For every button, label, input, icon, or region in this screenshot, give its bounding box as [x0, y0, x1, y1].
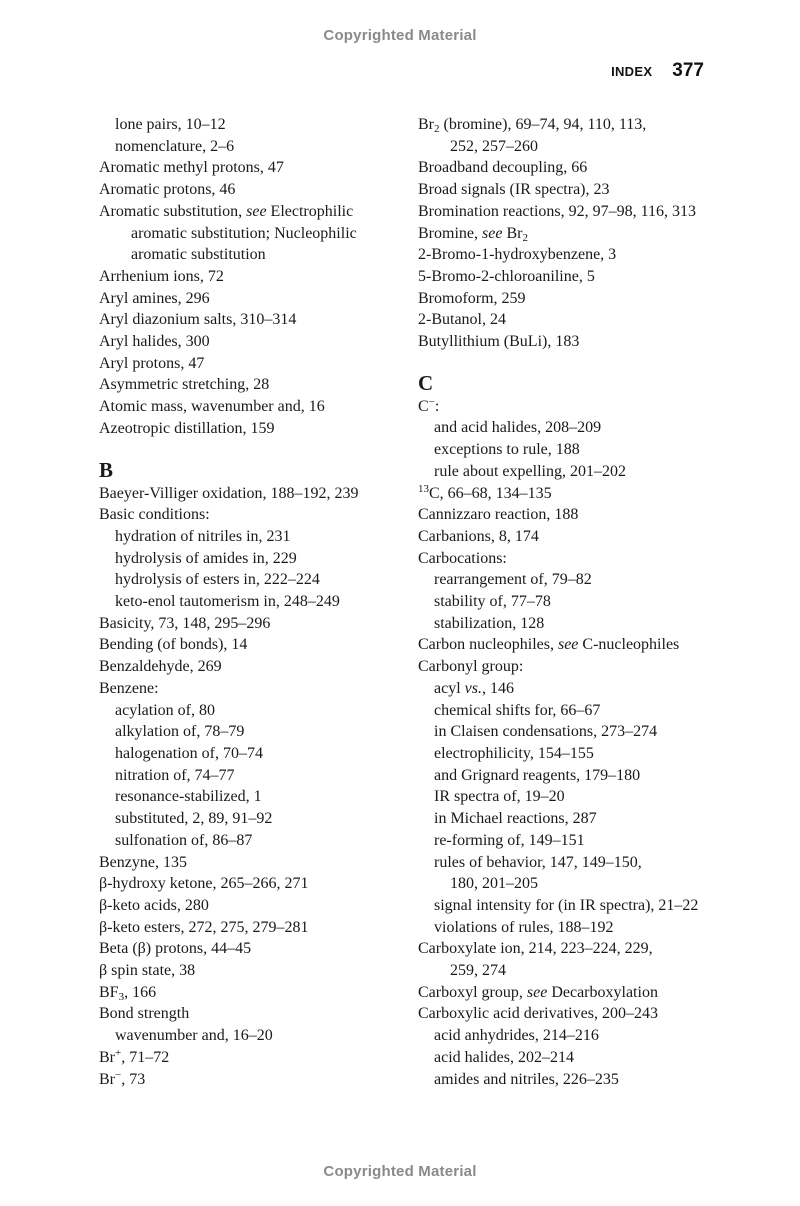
entry-text: Azeotropic distillation, 159 — [99, 419, 275, 437]
entry-text: Br — [418, 116, 434, 133]
entry-text: Asymmetric stretching, 28 — [99, 376, 270, 394]
entry-text: Carbanions, 8, 174 — [418, 527, 539, 545]
index-subentry — [99, 786, 359, 808]
index-subentry — [418, 1025, 698, 1047]
entry-text: rearrangement of, 79–82 — [434, 571, 592, 589]
index-entry — [99, 634, 359, 656]
entry-text: resonance-stabilized, 1 — [115, 788, 262, 806]
entry-text: Bromination reactions, 92, 97–98, 116, 313 — [418, 202, 697, 220]
entry-text: Carboxylate ion, 214, 223–224, 229, — [418, 940, 653, 958]
index-entry — [99, 309, 359, 331]
superscript: + — [115, 1046, 122, 1059]
index-subentry — [418, 721, 698, 743]
index-entry — [99, 1047, 359, 1069]
entry-text: Benzyne, 135 — [99, 853, 187, 871]
entry-text: , 71–72 — [121, 1048, 170, 1066]
index-entry — [99, 917, 359, 939]
entry-text: Br — [99, 1070, 115, 1088]
index-entry — [418, 634, 698, 656]
index-entry — [99, 1003, 359, 1025]
cross-reference-marker: see — [557, 636, 579, 654]
entry-text: (bromine), 69–74, 94, 110, 113, — [439, 116, 647, 133]
entry-text: β-keto acids, 280 — [99, 896, 209, 914]
watermark-top: Copyrighted Material — [323, 27, 477, 44]
superscript: 13 — [418, 482, 429, 495]
index-subentry — [99, 548, 359, 570]
entry-text: : — [434, 397, 440, 415]
index-subentry — [418, 765, 698, 787]
entry-text: , 73 — [121, 1070, 146, 1088]
entry-text: rules of behavior, 147, 149–150, — [434, 853, 642, 871]
entry-text: amides and nitriles, 226–235 — [434, 1070, 619, 1088]
index-subentry — [418, 743, 698, 765]
index-subentry — [99, 721, 359, 743]
entry-text: nitration of, 74–77 — [115, 766, 235, 784]
subscript: 3 — [118, 990, 125, 1003]
entry-continuation: 259, 274 — [450, 962, 506, 980]
superscript: − — [115, 1068, 122, 1081]
subscript: 2 — [434, 123, 440, 135]
index-entry — [418, 244, 698, 266]
entry-text: re-forming of, 149–151 — [434, 831, 585, 849]
entry-text: acyl — [434, 679, 465, 697]
index-entry — [99, 353, 359, 375]
entry-text: Bromoform, 259 — [418, 289, 526, 307]
index-entry — [99, 266, 359, 288]
entry-continuation: 252, 257–260 — [450, 137, 538, 155]
index-subentry — [418, 569, 698, 591]
index-entry — [418, 179, 698, 201]
entry-text: Carboxyl group, — [418, 983, 527, 1001]
index-entry — [99, 656, 359, 678]
index-subentry — [418, 461, 698, 483]
entry-text: lone pairs, 10–12 — [115, 116, 226, 133]
entry-text: hydration of nitriles in, 231 — [115, 527, 291, 545]
index-entry — [99, 157, 359, 179]
index-subentry — [99, 114, 359, 136]
entry-text: acylation of, 80 — [115, 701, 215, 719]
entry-text: Aryl protons, 47 — [99, 354, 205, 372]
entry-text: Br — [99, 1048, 115, 1066]
index-subentry — [418, 1047, 698, 1069]
entry-text: β spin state, 38 — [99, 962, 196, 980]
index-entry — [418, 114, 698, 157]
entry-text: rule about expelling, 201–202 — [434, 462, 626, 480]
entry-text: in Claisen condensations, 273–274 — [434, 723, 658, 741]
index-entry — [418, 309, 698, 331]
index-subentry — [99, 136, 359, 158]
running-head — [611, 60, 704, 82]
entry-text: signal intensity for (in IR spectra), 21–22 — [434, 896, 699, 914]
index-subentry — [418, 591, 698, 613]
entry-text: Broad signals (IR spectra), 23 — [418, 181, 610, 199]
index-subentry — [418, 852, 698, 895]
entry-text: exceptions to rule, 188 — [434, 441, 580, 459]
index-entry — [99, 678, 359, 700]
entry-text: Aryl diazonium salts, 310–314 — [99, 311, 297, 329]
index-subentry — [418, 830, 698, 852]
entry-continuation: 180, 201–205 — [450, 875, 538, 893]
section-letter-c: C — [418, 370, 434, 395]
entry-text: C-nucleophiles — [578, 636, 680, 654]
index-entry — [99, 895, 359, 917]
entry-text: Aromatic substitution, — [99, 202, 247, 220]
section-letter-b: B — [99, 457, 114, 482]
index-subentry — [99, 1025, 359, 1047]
entry-text: Aryl amines, 296 — [99, 289, 210, 307]
entry-text: sulfonation of, 86–87 — [115, 831, 253, 849]
superscript: − — [428, 395, 435, 408]
index-entry — [418, 656, 698, 678]
index-subentry — [99, 591, 359, 613]
index-entry — [418, 526, 698, 548]
index-entry — [418, 331, 698, 353]
index-subentry — [99, 526, 359, 548]
entry-text: electrophilicity, 154–155 — [434, 744, 594, 762]
entry-text: substituted, 2, 89, 91–92 — [115, 810, 273, 828]
entry-text: Aromatic methyl protons, 47 — [99, 159, 284, 177]
entry-text: alkylation of, 78–79 — [115, 723, 245, 741]
entry-text: C — [418, 397, 429, 415]
index-subentry — [418, 1069, 698, 1091]
entry-text: in Michael reactions, 287 — [434, 810, 597, 828]
entry-text: , 146 — [481, 679, 514, 697]
entry-continuation: aromatic substitution; Nucleophilic — [131, 224, 357, 242]
index-entry — [99, 396, 359, 418]
entry-text: Broadband decoupling, 66 — [418, 159, 588, 177]
entry-text: Carbon nucleophiles, — [418, 636, 558, 654]
entry-text: Butyllithium (BuLi), 183 — [418, 333, 580, 351]
index-entry — [418, 938, 698, 981]
entry-text: Basic conditions: — [99, 506, 210, 524]
entry-text: acid halides, 202–214 — [434, 1048, 574, 1066]
index-subentry — [99, 743, 359, 765]
entry-text: stability of, 77–78 — [434, 593, 551, 611]
index-entry — [99, 418, 359, 440]
entry-text: hydrolysis of esters in, 222–224 — [115, 571, 320, 589]
entry-text: β-keto esters, 272, 275, 279–281 — [99, 918, 309, 936]
index-subentry — [418, 417, 698, 439]
cross-reference-marker: see — [482, 224, 503, 242]
cross-reference-marker: see — [246, 202, 267, 220]
entry-text: Beta (β) protons, 44–45 — [99, 940, 252, 958]
index-subentry — [418, 786, 698, 808]
entry-text: β-hydroxy ketone, 265–266, 271 — [99, 875, 309, 893]
index-entry — [99, 288, 359, 310]
index-entry — [99, 1069, 359, 1091]
entry-text: Benzene: — [99, 679, 159, 697]
entry-text: Decarboxylation — [547, 983, 658, 1001]
index-entry — [418, 201, 698, 223]
index-entry — [99, 852, 359, 874]
entry-text: Electrophilic — [266, 202, 354, 220]
entry-text: violations of rules, 188–192 — [434, 918, 614, 936]
entry-text: Bond strength — [99, 1005, 190, 1023]
entry-text: Basicity, 73, 148, 295–296 — [99, 614, 271, 632]
entry-text: 2-Bromo-1-hydroxybenzene, 3 — [418, 246, 617, 264]
entry-text: Carboxylic acid derivatives, 200–243 — [418, 1005, 658, 1023]
entry-text: Arrhenium ions, 72 — [99, 267, 224, 285]
index-entry — [418, 396, 698, 418]
index-column-right — [418, 114, 698, 1090]
entry-text: Bromine, — [418, 224, 482, 242]
index-entry — [99, 201, 359, 266]
index-entry — [418, 157, 698, 179]
index-entry — [418, 266, 698, 288]
index-subentry — [418, 917, 698, 939]
index-subentry — [418, 700, 698, 722]
entry-text: C, 66–68, 134–135 — [429, 484, 552, 502]
index-entry — [418, 504, 698, 526]
entry-text: Carbocations: — [418, 549, 507, 567]
entry-text: hydrolysis of amides in, 229 — [115, 549, 297, 567]
index-subentry — [99, 569, 359, 591]
entry-text: and Grignard reagents, 179–180 — [434, 766, 641, 784]
index-entry — [418, 982, 698, 1004]
index-subentry — [99, 830, 359, 852]
index-entry — [418, 223, 698, 245]
entry-text: chemical shifts for, 66–67 — [434, 701, 601, 719]
entry-text: keto-enol tautomerism in, 248–249 — [115, 593, 340, 611]
index-entry — [99, 483, 359, 505]
entry-text: , 166 — [124, 983, 157, 1001]
cross-reference-marker: see — [526, 983, 548, 1001]
subscript: 2 — [522, 231, 528, 244]
index-subentry — [99, 765, 359, 787]
index-entry — [99, 982, 359, 1004]
entry-text: 5-Bromo-2-chloroaniline, 5 — [418, 267, 595, 285]
entry-text: Bending (of bonds), 14 — [99, 636, 248, 654]
entry-text: Cannizzaro reaction, 188 — [418, 506, 579, 524]
index-entry — [99, 613, 359, 635]
index-entry — [99, 179, 359, 201]
entry-text: Baeyer-Villiger oxidation, 188–192, 239 — [99, 484, 359, 502]
entry-text: IR spectra of, 19–20 — [434, 788, 565, 806]
page-number: 377 — [672, 60, 704, 81]
index-subentry — [418, 808, 698, 830]
entry-text: nomenclature, 2–6 — [115, 137, 235, 155]
running-head-label: INDEX — [611, 64, 653, 79]
cross-reference-marker: vs. — [464, 679, 482, 697]
entry-text: Br — [502, 224, 523, 242]
entry-text: and acid halides, 208–209 — [434, 419, 602, 437]
index-entry — [99, 873, 359, 895]
index-entry — [99, 374, 359, 396]
index-entry — [418, 1003, 698, 1025]
index-column-left — [99, 114, 359, 1090]
index-entry — [99, 938, 359, 960]
index-subentry — [418, 678, 698, 700]
entry-text: acid anhydrides, 214–216 — [434, 1027, 599, 1045]
entry-text: BF — [99, 983, 119, 1001]
entry-text: halogenation of, 70–74 — [115, 744, 263, 762]
entry-text: Carbonyl group: — [418, 658, 524, 676]
entry-text: 2-Butanol, 24 — [418, 311, 506, 329]
index-entry — [99, 331, 359, 353]
entry-text: wavenumber and, 16–20 — [115, 1027, 273, 1045]
entry-text: stabilization, 128 — [434, 614, 545, 632]
entry-text: Atomic mass, wavenumber and, 16 — [99, 398, 325, 416]
index-subentry — [99, 700, 359, 722]
entry-text: Benzaldehyde, 269 — [99, 658, 222, 676]
entry-text: Aromatic protons, 46 — [99, 181, 236, 199]
entry-text: Aryl halides, 300 — [99, 333, 210, 351]
index-subentry — [418, 895, 698, 917]
entry-continuation: aromatic substitution — [131, 246, 266, 264]
index-subentry — [418, 439, 698, 461]
index-entry — [418, 548, 698, 570]
index-subentry — [418, 613, 698, 635]
index-entry — [418, 483, 698, 505]
watermark-bottom: Copyrighted Material — [323, 1163, 477, 1180]
index-entry — [99, 504, 359, 526]
index-entry — [418, 288, 698, 310]
index-subentry — [99, 808, 359, 830]
index-entry — [99, 960, 359, 982]
